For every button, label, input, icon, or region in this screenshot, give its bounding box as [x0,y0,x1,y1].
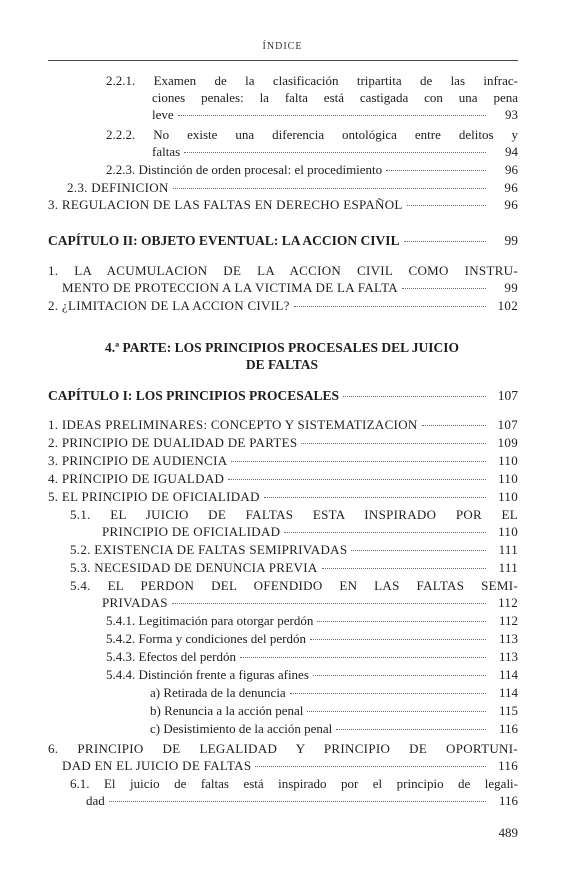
toc-page: 116 [498,721,518,736]
leader-dots [404,241,486,242]
toc-entry-2-2-3 [106,161,518,178]
toc-text: MENTO DE PROTECCION A LA VICTIMA DE LA FALTA [62,280,398,295]
toc-entry-5-4-4-c [150,720,518,737]
leader-dots [402,288,486,289]
leader-dots [307,711,486,712]
toc-text: DAD EN EL JUICIO DE FALTAS [62,758,252,773]
toc-page: 114 [498,667,518,682]
toc-text: 5.3. NECESIDAD DE DENUNCIA PREVIA [70,560,318,575]
toc-entry-5-3 [70,559,518,576]
toc-page: 107 [497,388,518,403]
toc-entry-6-1 [70,775,518,809]
leader-dots [301,443,486,444]
toc-text: 5. EL PRINCIPIO DE OFICIALIDAD [48,489,260,504]
leader-dots [422,425,486,426]
toc-text: ciones penales: la falta está castigada con una pena [152,90,518,105]
toc-entry-2-2-2 [106,126,518,160]
chapter-title: CAPÍTULO I: LOS PRINCIPIOS PROCESALES [48,388,340,403]
toc-text: b) Renuncia a la acción penal [150,703,304,718]
toc-page: 99 [504,233,518,248]
toc-text: 5.1. EL JUICIO DE FALTAS ESTA INSPIRADO POR EL [70,507,518,522]
toc-text: 6.1. El juicio de faltas está inspirado por el principio de legali- [70,776,518,791]
toc-page: 96 [504,197,518,212]
toc-page: 115 [498,703,518,718]
leader-dots [264,497,486,498]
toc-page: 111 [498,560,518,575]
leader-dots [184,152,486,153]
toc-page: 102 [497,298,518,313]
toc-text: 2. PRINCIPIO DE DUALIDAD DE PARTES [48,435,298,450]
leader-dots [228,479,486,480]
header-rule [48,60,518,61]
toc-entry-5-1 [70,506,518,540]
toc-entry-5-4-4 [106,666,518,683]
toc-entry-3-audiencia [48,452,518,469]
toc-text: 4. PRINCIPIO DE IGUALDAD [48,471,225,486]
leader-dots [386,170,486,171]
toc-text: PRIVADAS [102,595,168,610]
toc-entry-4 [48,470,518,487]
leader-dots [172,603,486,604]
toc-text: 6. PRINCIPIO DE LEGALIDAD Y PRINCIPIO DE OPORTUNI- [48,741,518,756]
toc-page: 96 [505,162,518,177]
toc-text: 2.2.2. No existe una diferencia ontológica entre delitos y [106,127,518,142]
toc-chapter-2 [48,232,518,249]
page-number: 489 [498,825,518,840]
leader-dots [343,396,486,397]
leader-dots [317,621,486,622]
running-header: ÍNDICE [262,41,303,52]
toc-page: 110 [498,453,518,468]
toc-entry-2-3 [67,179,518,196]
toc-entry-6 [48,740,518,774]
leader-dots [255,766,486,767]
toc-text: 5.4.2. Forma y condiciones del perdón [106,631,307,646]
toc-text: 3. PRINCIPIO DE AUDIENCIA [48,453,228,468]
toc-entry-1 [48,416,518,433]
leader-dots [290,693,486,694]
toc-text: 5.2. EXISTENCIA DE FALTAS SEMIPRIVADAS [70,542,348,557]
toc-page: 94 [505,144,518,159]
toc-page: 110 [498,524,518,539]
toc-page: 110 [498,471,518,486]
toc-entry-5-4-4-b [150,702,518,719]
toc-text: faltas [152,144,181,159]
toc-page: 99 [504,280,518,295]
part-title-line: DE FALTAS [245,357,319,372]
toc-text: 5.4.1. Legitimación para otorgar perdón [106,613,314,628]
leader-dots [294,306,486,307]
toc-entry-5-4-2 [106,630,518,647]
toc-entry-5 [48,488,518,505]
toc-page: 110 [498,489,518,504]
leader-dots [240,657,486,658]
toc-page: 112 [498,595,518,610]
leader-dots [351,550,486,551]
leader-dots [231,461,486,462]
chapter-title: CAPÍTULO II: OBJETO EVENTUAL: LA ACCION CIVIL [48,233,400,248]
leader-dots [336,729,486,730]
toc-text: 5.4. EL PERDON DEL OFENDIDO EN LAS FALTAS SEMI- [70,578,518,593]
toc-page: 107 [497,417,518,432]
toc-text: 5.4.3. Efectos del perdón [106,649,236,664]
part-title [72,339,492,373]
toc-text: 2.2.1. Examen de la clasificación tripartita de las infrac- [106,73,518,88]
toc-text: 2.2.3. Distinción de orden procesal: el procedimiento [106,162,383,177]
toc-entry-3 [48,196,518,213]
toc-entry-5-4 [70,577,518,611]
toc-text: a) Retirada de la denuncia [150,685,286,700]
toc-text: 1. IDEAS PRELIMINARES: CONCEPTO Y SISTEMATIZACION [48,417,418,432]
toc-text: dad [86,793,105,808]
leader-dots [109,801,486,802]
toc-page: 96 [504,180,518,195]
toc-entry-c2-1 [48,262,518,296]
toc-page: 111 [498,542,518,557]
toc-text: 5.4.4. Distinción frente a figuras afines [106,667,309,682]
toc-text: c) Desistimiento de la acción penal [150,721,333,736]
part-title-line: 4.ª PARTE: LOS PRINCIPIOS PROCESALES DEL JUICIO [104,340,459,355]
leader-dots [284,532,486,533]
toc-entry-5-4-1 [106,612,518,629]
toc-page: 116 [498,758,518,773]
toc-text: PRINCIPIO DE OFICIALIDAD [102,524,281,539]
leader-dots [407,205,486,206]
leader-dots [313,675,486,676]
toc-entry-5-4-3 [106,648,518,665]
toc-entry-2-2-1 [106,72,518,123]
leader-dots [178,115,486,116]
toc-page: 112 [498,613,518,628]
toc-text: 2. ¿LIMITACION DE LA ACCION CIVIL? [48,298,290,313]
toc-chapter-1 [48,387,518,404]
toc-text: 3. REGULACION DE LAS FALTAS EN DERECHO ESPAÑOL [48,197,403,212]
toc-entry-c2-2 [48,297,518,314]
toc-page: 113 [498,631,518,646]
toc-text: 1. LA ACUMULACION DE LA ACCION CIVIL COMO INSTRU- [48,263,518,278]
toc-entry-5-2 [70,541,518,558]
leader-dots [173,188,486,189]
toc-page: 116 [498,793,518,808]
leader-dots [322,568,486,569]
toc-page: 93 [505,107,518,122]
toc-page: 114 [498,685,518,700]
toc-text: 2.3. DEFINICION [67,180,169,195]
toc-entry-5-4-4-a [150,684,518,701]
leader-dots [310,639,486,640]
toc-text: leve [152,107,174,122]
toc-page: 109 [497,435,518,450]
toc-entry-2 [48,434,518,451]
toc-page: 113 [498,649,518,664]
